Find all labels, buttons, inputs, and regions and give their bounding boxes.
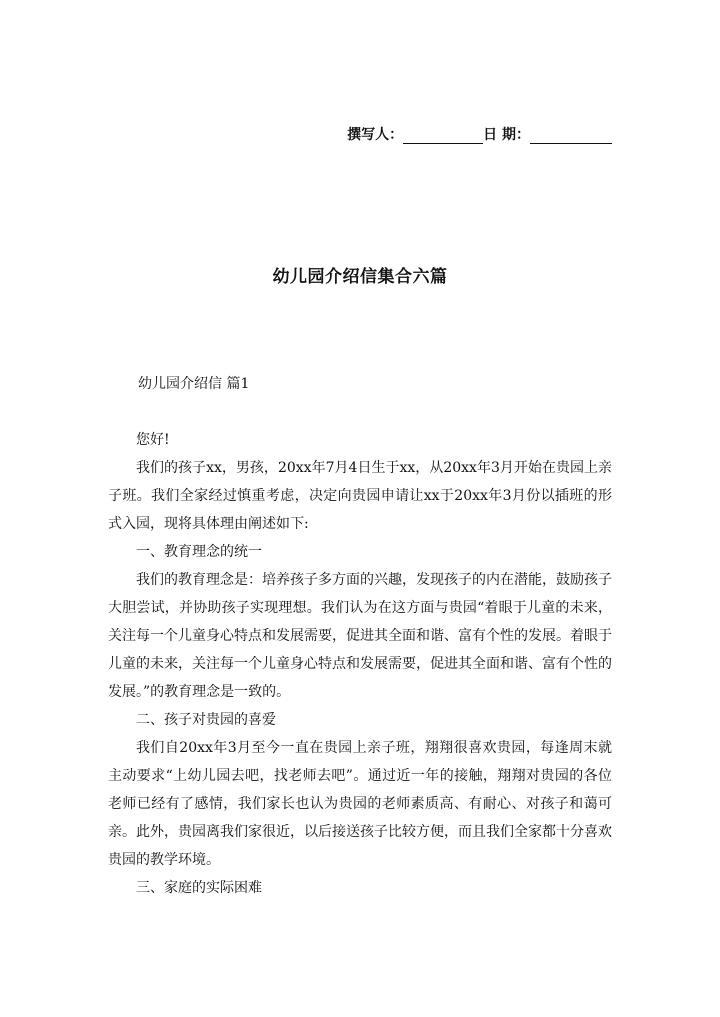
date-label: 日 期： xyxy=(483,127,530,143)
writer-label: 撰写人： xyxy=(347,127,404,143)
heading-family-difficulties: 三、家庭的实际困难 xyxy=(136,880,262,896)
child-preference-paragraph: 我们自20xx年3月至今一直在贵园上亲子班，翔翔很喜欢贵园，每逢周末就主动要求“上幼儿园去吧，找老师去吧”。通过近一年的接触，翔翔对贵园的各位老师已经有了感情，我们家长也认为贵园的老师素质高、有耐心、对孩子和蔼可亲。此外，贵园离我们家很近，以后接送孩子比较方便，而且我们全家都十分喜欢贵园的教学环境。 xyxy=(108,740,612,868)
writer-blank xyxy=(403,128,483,144)
greeting: 您好! xyxy=(136,432,170,448)
heading-education-philosophy: 一、教育理念的统一 xyxy=(136,544,262,560)
document-title: 幼儿园介绍信集合六篇 xyxy=(272,267,448,287)
intro-paragraph: 我们的孩子xx，男孩，20xx年7月4日生于xx，从20xx年3月开始在贵园上亲子班。我们全家经过慎重考虑，决定向贵园申请让xx于20xx年3月份以插班的形式入园，现将具体理由阐述如下: xyxy=(108,460,612,532)
letter-body xyxy=(108,426,612,902)
section-label: 幼儿园介绍信 篇1 xyxy=(138,376,250,392)
heading-child-preference: 二、孩子对贵园的喜爱 xyxy=(136,712,276,728)
date-blank xyxy=(530,128,612,144)
author-date-line xyxy=(347,124,612,144)
education-philosophy-paragraph: 我们的教育理念是：培养孩子多方面的兴趣，发现孩子的内在潜能，鼓励孩子大胆尝试，并协助孩子实现理想。我们认为在这方面与贵园“着眼于儿童的未来，关注每一个儿童身心特点和发展需要，促进其全面和谐、富有个性的发展。着眼于儿童的未来，关注每一个儿童身心特点和发展需要，促进其全面和谐、富有个性的发展。”的教育理念是一致的。 xyxy=(108,572,612,700)
